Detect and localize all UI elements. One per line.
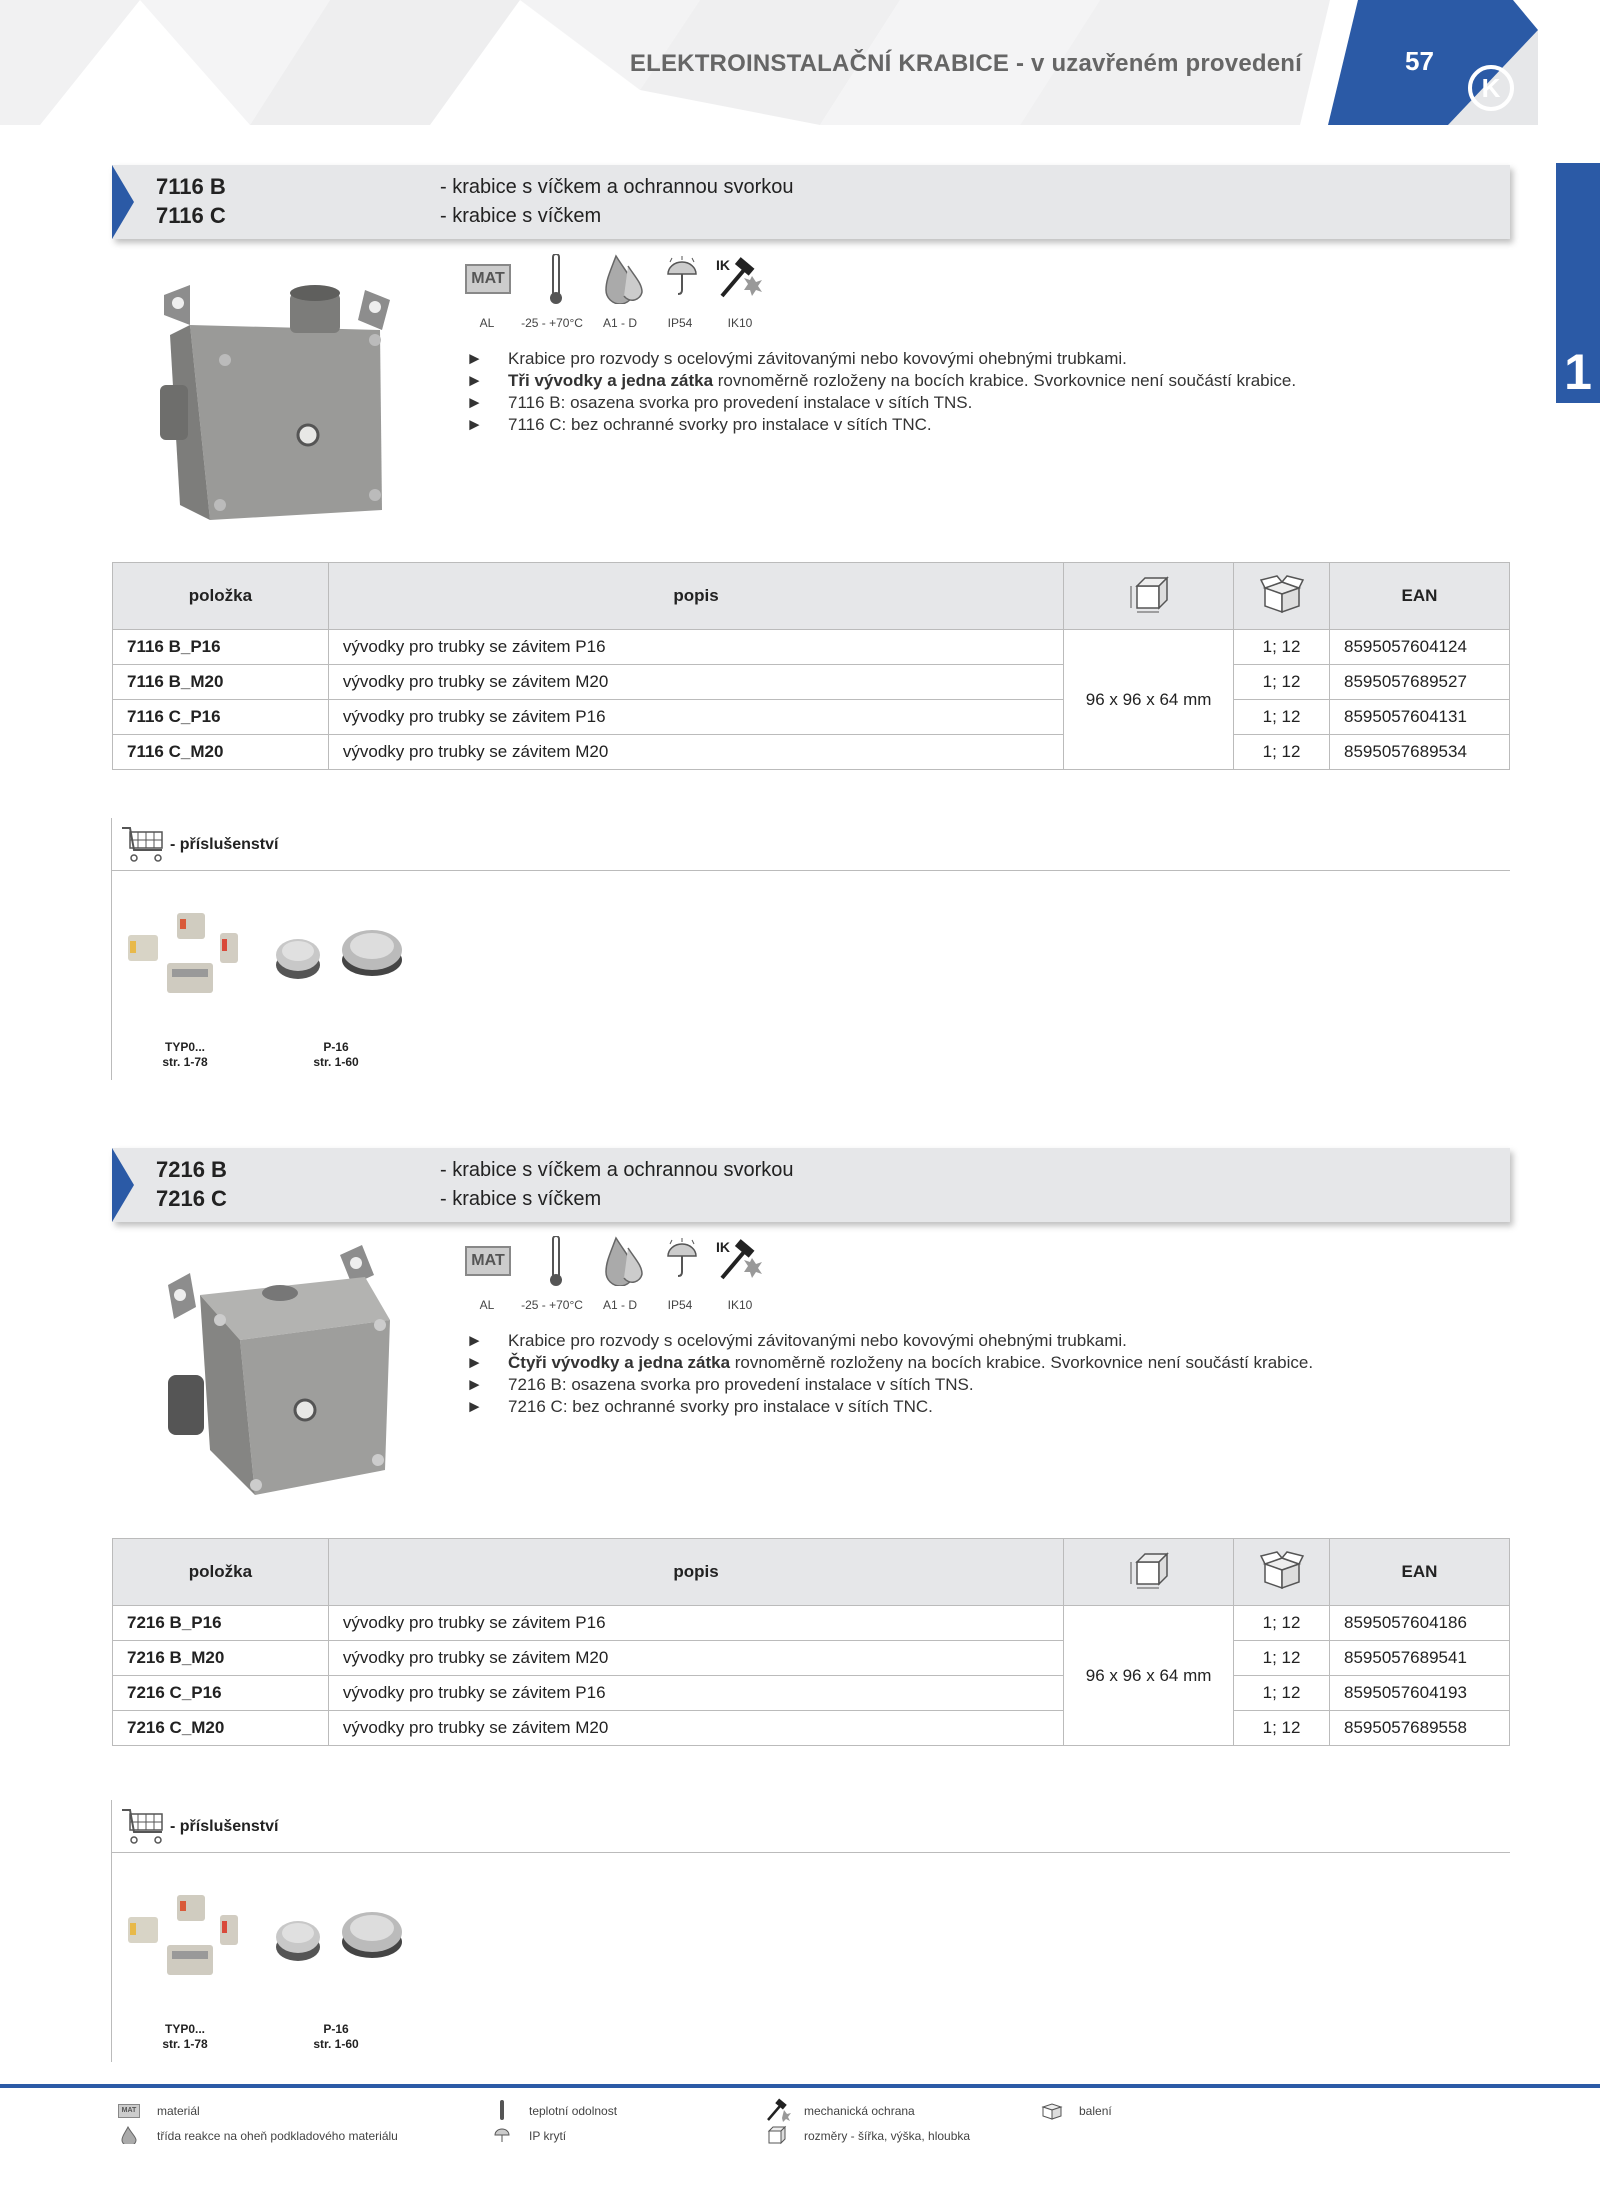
accessory-page-ref: str. 1-78	[162, 1055, 208, 1069]
legend-fire: třída reakce na oheň podkladového materiálu	[157, 2129, 398, 2143]
product-description: - krabice s víčkem	[440, 205, 602, 227]
item-packaging: 1; 12	[1234, 1641, 1330, 1676]
column-header-packaging	[1234, 1539, 1330, 1606]
material-icon: MAT	[465, 1246, 511, 1276]
item-code: 7116 B_P16	[113, 630, 329, 665]
dimensions-cube-icon	[1127, 1550, 1171, 1590]
product-title-bar	[112, 1148, 1510, 1222]
feature-list	[466, 348, 1296, 436]
bullet-arrow-icon: ►	[466, 371, 483, 390]
chapter-tab[interactable]	[1556, 163, 1600, 403]
accessory-image-terminals[interactable]	[122, 1887, 242, 1987]
product-image	[150, 275, 400, 530]
column-header-ean: EAN	[1330, 1539, 1510, 1606]
thermometer-icon	[548, 1236, 564, 1288]
ip-value: IP54	[667, 316, 693, 330]
accessory-caption[interactable]	[286, 1040, 386, 1070]
title-arrow-icon	[112, 165, 134, 239]
feature-item: ► 7216 B: osazena svorka pro provedení instalace v sítích TNS.	[466, 1375, 974, 1394]
item-code: 7216 B_P16	[113, 1606, 329, 1641]
packaging-box-icon	[1259, 574, 1305, 614]
item-packaging: 1; 12	[1234, 700, 1330, 735]
accessory-image-gland[interactable]	[338, 1902, 408, 1962]
product-code: 7116 C	[156, 203, 226, 228]
accessory-name: TYP0...	[164, 2022, 205, 2036]
item-description: vývodky pro trubky se závitem P16	[328, 630, 1063, 665]
item-ean: 8595057604186	[1330, 1606, 1510, 1641]
item-dimensions: 96 x 96 x 64 mm	[1064, 630, 1234, 770]
accessory-page-ref: str. 1-60	[313, 1055, 359, 1069]
legend-mechanical-icon	[762, 2098, 792, 2122]
dimensions-cube-icon	[1127, 574, 1171, 614]
item-code: 7116 B_M20	[113, 665, 329, 700]
fire-class-icon	[598, 1236, 644, 1286]
item-packaging: 1; 12	[1234, 630, 1330, 665]
feature-item: ► Čtyři vývodky a jedna zátka rovnoměrně rozloženy na bocích krabice. Svorkovnice není součástí krabice.	[466, 1353, 1314, 1372]
item-description: vývodky pro trubky se závitem M20	[328, 735, 1063, 770]
legend-ip: IP krytí	[529, 2129, 567, 2143]
accessory-name: P-16	[323, 1040, 349, 1054]
accessory-caption[interactable]	[135, 2022, 235, 2052]
item-ean: 8595057604193	[1330, 1676, 1510, 1711]
feature-item: ► 7216 C: bez ochranné svorky pro instalace v sítích TNC.	[466, 1397, 933, 1416]
bullet-arrow-icon: ►	[466, 1397, 483, 1416]
product-table	[112, 1538, 1510, 1746]
accessories-divider	[111, 818, 112, 1080]
material-icon: MAT	[465, 264, 511, 294]
product-description: - krabice s víčkem a ochrannou svorkou	[440, 1159, 794, 1181]
item-description: vývodky pro trubky se závitem M20	[328, 1641, 1063, 1676]
accessories-divider	[111, 1852, 1510, 1853]
legend-mechanical: mechanická ochrana	[804, 2104, 915, 2118]
accessories-divider	[111, 870, 1510, 871]
accessory-caption[interactable]	[135, 1040, 235, 1070]
item-packaging: 1; 12	[1234, 1676, 1330, 1711]
feature-item: ► Tři vývodky a jedna zátka rovnoměrně rozloženy na bocích krabice. Svorkovnice není součástí krabice.	[466, 371, 1297, 390]
bullet-arrow-icon: ►	[466, 349, 483, 368]
column-header-description: popis	[328, 563, 1063, 630]
table-row	[113, 700, 1510, 735]
column-header-description: popis	[328, 1539, 1063, 1606]
bullet-arrow-icon: ►	[466, 393, 483, 412]
item-ean: 8595057689527	[1330, 665, 1510, 700]
bullet-arrow-icon: ►	[466, 1375, 483, 1394]
table-row	[113, 630, 1510, 665]
legend-material-icon: MAT	[118, 2104, 140, 2118]
feature-list	[466, 1330, 1313, 1418]
item-packaging: 1; 12	[1234, 735, 1330, 770]
legend-dimensions-icon	[764, 2124, 788, 2146]
accessory-image-plug[interactable]	[270, 1907, 330, 1967]
item-description: vývodky pro trubky se závitem M20	[328, 1711, 1063, 1746]
legend-packaging-icon	[1040, 2100, 1064, 2120]
item-ean: 8595057689541	[1330, 1641, 1510, 1676]
item-packaging: 1; 12	[1234, 1711, 1330, 1746]
thermometer-icon	[548, 254, 564, 306]
item-description: vývodky pro trubky se závitem P16	[328, 700, 1063, 735]
table-row	[113, 1641, 1510, 1676]
temperature-value: -25 - +70°C	[521, 316, 583, 330]
product-code: 7216 C	[156, 1186, 227, 1211]
product-table	[112, 562, 1510, 770]
item-packaging: 1; 12	[1234, 1606, 1330, 1641]
ik-value: IK10	[727, 1298, 753, 1312]
product-code: 7216 B	[156, 1157, 227, 1182]
accessories-divider	[111, 1800, 112, 2062]
accessory-page-ref: str. 1-60	[313, 2037, 359, 2051]
item-description: vývodky pro trubky se závitem M20	[328, 665, 1063, 700]
feature-item: ► Krabice pro rozvody s ocelovými závitovanými nebo kovovými ohebnými trubkami.	[466, 1331, 1127, 1350]
ik-hammer-icon	[714, 1238, 764, 1282]
feature-item: ► 7116 C: bez ochranné svorky pro instalace v sítích TNC.	[466, 415, 932, 434]
product-code: 7116 B	[156, 174, 226, 199]
accessory-name: TYP0...	[164, 1040, 205, 1054]
ik-badge: IK	[716, 1239, 730, 1255]
material-value: AL	[479, 316, 495, 330]
chapter-number: 1	[1564, 344, 1592, 400]
accessories-title: - příslušenství	[170, 1818, 279, 1835]
title-arrow-icon	[112, 1148, 134, 1222]
column-header-packaging	[1234, 563, 1330, 630]
column-header-dimensions	[1064, 1539, 1234, 1606]
accessory-name: P-16	[323, 2022, 349, 2036]
product-title-bar	[112, 165, 1510, 239]
item-code: 7216 B_M20	[113, 1641, 329, 1676]
fire-class-icon	[598, 254, 644, 304]
accessory-image-terminals[interactable]	[122, 905, 242, 1005]
legend-temperature: teplotní odolnost	[529, 2104, 618, 2118]
bullet-arrow-icon: ►	[466, 1331, 483, 1350]
item-code: 7116 C_P16	[113, 700, 329, 735]
packaging-box-icon	[1259, 1550, 1305, 1590]
accessory-image-plug[interactable]	[270, 925, 330, 985]
column-header-item: položka	[113, 563, 329, 630]
item-code: 7116 C_M20	[113, 735, 329, 770]
item-dimensions: 96 x 96 x 64 mm	[1064, 1606, 1234, 1746]
item-ean: 8595057604131	[1330, 700, 1510, 735]
legend-packaging: balení	[1079, 2104, 1112, 2118]
ik-hammer-icon	[714, 256, 764, 300]
table-row	[113, 665, 1510, 700]
accessory-caption[interactable]	[286, 2022, 386, 2052]
column-header-dimensions	[1064, 563, 1234, 630]
item-ean: 8595057689534	[1330, 735, 1510, 770]
product-description: - krabice s víčkem a ochrannou svorkou	[440, 176, 794, 198]
legend-dimensions: rozměry - šířka, výška, hloubka	[804, 2129, 971, 2143]
page-number: 57	[1405, 46, 1434, 76]
item-code: 7216 C_P16	[113, 1676, 329, 1711]
bullet-arrow-icon: ►	[466, 1353, 483, 1372]
temperature-value: -25 - +70°C	[521, 1298, 583, 1312]
material-value: AL	[479, 1298, 495, 1312]
item-description: vývodky pro trubky se závitem P16	[328, 1676, 1063, 1711]
legend-thermometer-icon	[499, 2100, 505, 2120]
svg-text:K: K	[1481, 73, 1501, 103]
fire-class-value: A1 - D	[602, 1298, 637, 1312]
ik-badge: IK	[716, 257, 730, 273]
legend-ip-icon	[493, 2126, 511, 2144]
bullet-arrow-icon: ►	[466, 415, 483, 434]
item-packaging: 1; 12	[1234, 665, 1330, 700]
feature-item: ► 7116 B: osazena svorka pro provedení instalace v sítích TNS.	[466, 393, 973, 412]
product-image	[160, 1245, 410, 1505]
accessory-image-gland[interactable]	[338, 920, 408, 980]
ip-umbrella-icon	[664, 1238, 700, 1280]
shopping-cart-icon	[120, 1806, 166, 1846]
accessories-title: - příslušenství	[170, 836, 279, 853]
column-header-ean: EAN	[1330, 563, 1510, 630]
product-description: - krabice s víčkem	[440, 1188, 602, 1210]
legend-material: materiál	[157, 2104, 200, 2118]
page-title: ELEKTROINSTALAČNÍ KRABICE - v uzavřeném provedení	[629, 50, 1302, 77]
shopping-cart-icon	[120, 824, 166, 864]
footer-divider	[0, 2084, 1600, 2088]
item-description: vývodky pro trubky se závitem P16	[328, 1606, 1063, 1641]
legend-fire-icon	[120, 2126, 138, 2144]
ip-umbrella-icon	[664, 256, 700, 298]
item-ean: 8595057689558	[1330, 1711, 1510, 1746]
fire-class-value: A1 - D	[602, 316, 637, 330]
accessory-page-ref: str. 1-78	[162, 2037, 208, 2051]
table-row	[113, 735, 1510, 770]
item-ean: 8595057604124	[1330, 630, 1510, 665]
column-header-item: položka	[113, 1539, 329, 1606]
ip-value: IP54	[667, 1298, 693, 1312]
item-code: 7216 C_M20	[113, 1711, 329, 1746]
table-row	[113, 1711, 1510, 1746]
table-row	[113, 1606, 1510, 1641]
ik-value: IK10	[727, 316, 753, 330]
feature-item: ► Krabice pro rozvody s ocelovými závitovanými nebo kovovými ohebnými trubkami.	[466, 349, 1127, 368]
table-row	[113, 1676, 1510, 1711]
